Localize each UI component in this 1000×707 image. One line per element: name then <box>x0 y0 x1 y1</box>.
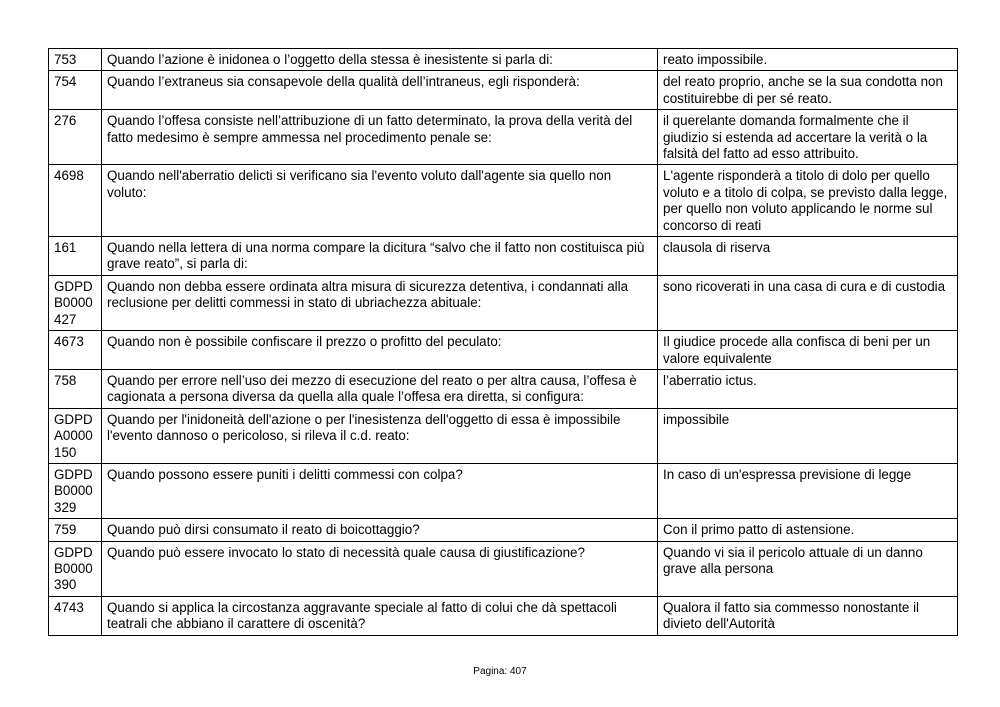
question-cell: Quando può essere invocato lo stato di necessità quale causa di giustificazione? <box>102 541 658 596</box>
question-cell: Quando per errore nell’uso dei mezzo di esecuzione del reato o per altra causa, l’offesa è cagionata a persona diversa da quella alla quale l’offesa era diretta, si configura: <box>102 369 658 408</box>
table-row <box>49 519 958 541</box>
table-row <box>49 165 958 237</box>
answer-cell: Quando vi sia il pericolo attuale di un danno grave alla persona <box>658 541 958 596</box>
answer-cell: L'agente risponderà a titolo di dolo per quello voluto e a titolo di colpa, se previsto dalla legge, per quello non voluto applicando le norme sul concorso di reati <box>658 165 958 237</box>
question-id-cell: 161 <box>49 237 102 276</box>
table-row <box>49 49 958 71</box>
question-id-cell: 754 <box>49 71 102 110</box>
table-row <box>49 237 958 276</box>
table-body <box>49 49 958 636</box>
table-row <box>49 541 958 596</box>
answer-cell: Il giudice procede alla confisca di beni per un valore equivalente <box>658 331 958 370</box>
question-id-cell: GDPDB0000329 <box>49 463 102 518</box>
answer-cell: impossibile <box>658 408 958 463</box>
answer-cell: il querelante domanda formalmente che il giudizio si estenda ad accertare la verità o la falsità del fatto ad esso attribuito. <box>658 110 958 165</box>
question-cell: Quando l’azione è inidonea o l’oggetto della stessa è inesistente si parla di: <box>102 49 658 71</box>
question-id-cell: 276 <box>49 110 102 165</box>
question-id-cell: 753 <box>49 49 102 71</box>
answer-cell: In caso di un'espressa previsione di legge <box>658 463 958 518</box>
question-cell: Quando si applica la circostanza aggravante speciale al fatto di colui che dà spettacoli teatrali che abbiano il carattere di oscenità? <box>102 596 658 635</box>
question-id-cell: 4673 <box>49 331 102 370</box>
question-cell: Quando l’extraneus sia consapevole della qualità dell’intraneus, egli risponderà: <box>102 71 658 110</box>
question-cell: Quando l’offesa consiste nell’attribuzione di un fatto determinato, la prova della verità del fatto medesimo è sempre ammessa nel procedimento penale se: <box>102 110 658 165</box>
answer-cell: clausola di riserva <box>658 237 958 276</box>
table-row <box>49 71 958 110</box>
answer-cell: del reato proprio, anche se la sua condotta non costituirebbe di per sé reato. <box>658 71 958 110</box>
question-answer-table <box>48 48 958 636</box>
table-row <box>49 408 958 463</box>
table-row <box>49 110 958 165</box>
answer-cell: Qualora il fatto sia commesso nonostante il divieto dell'Autorità <box>658 596 958 635</box>
question-id-cell: GDPDB0000390 <box>49 541 102 596</box>
answer-cell: l’aberratio ictus. <box>658 369 958 408</box>
question-id-cell: 4743 <box>49 596 102 635</box>
question-id-cell: 758 <box>49 369 102 408</box>
table-row <box>49 369 958 408</box>
question-cell: Quando nell'aberratio delicti si verificano sia l'evento voluto dall'agente sia quello non voluto: <box>102 165 658 237</box>
answer-cell: reato impossibile. <box>658 49 958 71</box>
question-cell: Quando possono essere puniti i delitti commessi con colpa? <box>102 463 658 518</box>
question-cell: Quando può dirsi consumato il reato di boicottaggio? <box>102 519 658 541</box>
table-row <box>49 596 958 635</box>
question-id-cell: 4698 <box>49 165 102 237</box>
question-cell: Quando non debba essere ordinata altra misura di sicurezza detentiva, i condannati alla reclusione per delitti commessi in stato di ubriachezza abituale: <box>102 275 658 330</box>
question-cell: Quando nella lettera di una norma compare la dicitura “salvo che il fatto non costituisca più grave reato”, si parla di: <box>102 237 658 276</box>
table-row <box>49 275 958 330</box>
answer-cell: sono ricoverati in una casa di cura e di custodia <box>658 275 958 330</box>
table-row <box>49 331 958 370</box>
question-cell: Quando per l'inidoneità dell'azione o per l'inesistenza dell'oggetto di essa è impossibile l'evento dannoso o pericoloso, si rileva il c.d. reato: <box>102 408 658 463</box>
table-row <box>49 463 958 518</box>
question-cell: Quando non è possibile confiscare il prezzo o profitto del peculato: <box>102 331 658 370</box>
answer-cell: Con il primo patto di astensione. <box>658 519 958 541</box>
question-id-cell: GDPDB0000427 <box>49 275 102 330</box>
page-number: Pagina: 407 <box>473 666 527 677</box>
question-id-cell: 759 <box>49 519 102 541</box>
question-id-cell: GDPDA0000150 <box>49 408 102 463</box>
